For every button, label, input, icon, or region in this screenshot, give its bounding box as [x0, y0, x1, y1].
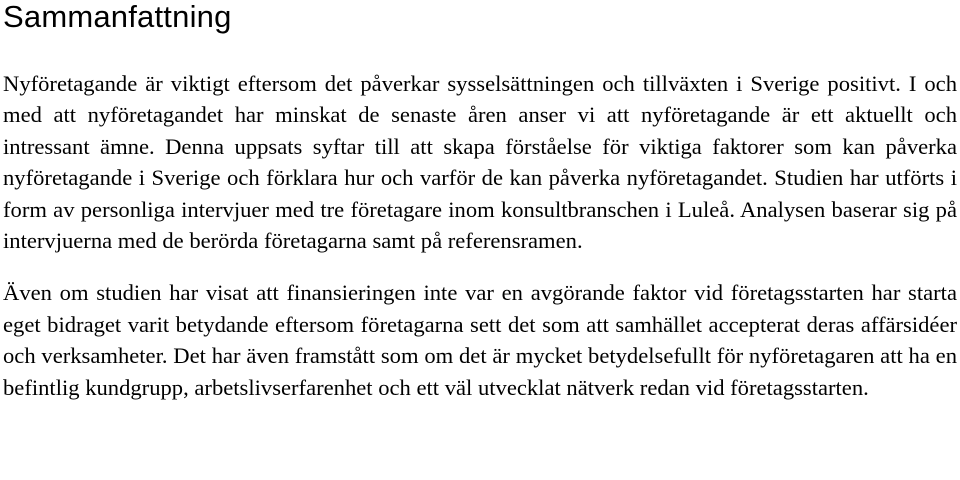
page-title: Sammanfattning	[3, 0, 232, 34]
paragraph-1: Nyföretagande är viktigt eftersom det påverkar sysselsättningen och tillväxten i Sverige positivt. I och med att nyföretagandet har minskat de senaste åren anser vi att nyföretagande är ett aktuellt och intressant ämne. Denna uppsats syftar till att skapa förståelse för viktiga faktorer som kan påverka nyföretagande i Sverige och förklara hur och varför de kan påverka nyföretagandet. Studien har utförts i form av personliga intervjuer med tre företagare inom konsultbranschen i Luleå. Analysen baserar sig på intervjuerna med de berörda företagarna samt på referensramen.	[3, 71, 957, 254]
paragraph-2: Även om studien har visat att finansieringen inte var en avgörande faktor vid företagsstarten har starta eget bidraget varit betydande eftersom företagarna sett det som att samhället accepterat deras affärsidéer och verksamheter. Det har även framstått som om det är mycket betydelsefullt för nyföretagaren att ha en befintlig kundgrupp, arbetslivserfarenhet och ett väl utvecklat nätverk redan vid företagsstarten.	[3, 280, 957, 400]
